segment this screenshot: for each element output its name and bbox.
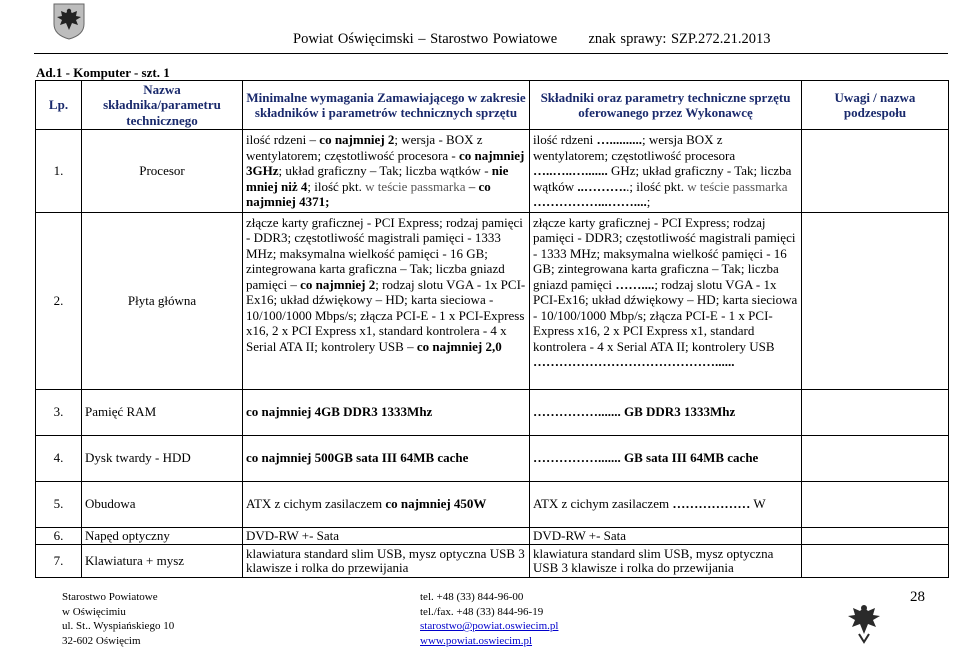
row-notes <box>802 130 949 213</box>
row-name: Napęd optyczny <box>82 527 243 544</box>
footer-email-link[interactable]: starostwo@powiat.oswiecim.pl <box>420 619 558 634</box>
eagle-coat-of-arms-icon <box>52 2 86 40</box>
row-notes <box>802 481 949 527</box>
row-offer: DVD-RW +- Sata <box>530 527 802 544</box>
row-name: Klawiatura + mysz <box>82 544 243 577</box>
table-row <box>36 544 949 577</box>
footer-contact <box>420 590 558 648</box>
table-row <box>36 527 949 544</box>
row-requirements: co najmniej 4GB DDR3 1333Mhz <box>243 389 530 435</box>
page-number: 28 <box>910 589 925 606</box>
row-requirements: ATX z cichym zasilaczem co najmniej 450W <box>243 481 530 527</box>
table-row <box>36 130 949 213</box>
header-notes: Uwagi / nazwa podzespołu <box>802 81 949 130</box>
eagle-coat-of-arms-icon <box>845 601 883 645</box>
row-notes <box>802 435 949 481</box>
table-row <box>36 435 949 481</box>
row-name: Obudowa <box>82 481 243 527</box>
row-offer: ……………....... GB DDR3 1333Mhz <box>530 389 802 435</box>
row-notes <box>802 212 949 389</box>
footer-line: Starostwo Powiatowe <box>62 590 174 605</box>
row-lp: 7. <box>36 544 82 577</box>
row-lp: 4. <box>36 435 82 481</box>
footer-line: 32-602 Oświęcim <box>62 634 174 648</box>
row-offer: klawiatura standard slim USB, mysz optyczna USB 3 klawisze i rolka do przewijania <box>530 544 802 577</box>
row-lp: 3. <box>36 389 82 435</box>
row-lp: 5. <box>36 481 82 527</box>
spec-table <box>35 80 949 578</box>
row-lp: 6. <box>36 527 82 544</box>
row-offer: ilość rdzeni …..........; wersja BOX z wentylatorem; częstotliwość procesora …..…..…....... GHz; układ graficzny - Tak; liczba wątków ..………..; ilość pkt. w teście passmarka ……………...……....; <box>530 130 802 213</box>
page-header <box>293 31 770 48</box>
table-row <box>36 389 949 435</box>
row-requirements: co najmniej 500GB sata III 64MB cache <box>243 435 530 481</box>
header-min-requirements: Minimalne wymagania Zamawiającego w zakresie składników i parametrów technicznych sprzętu <box>243 81 530 130</box>
footer-tel: tel. +48 (33) 844-96-00 <box>420 590 558 605</box>
row-offer: ……………....... GB sata III 64MB cache <box>530 435 802 481</box>
row-requirements: klawiatura standard slim USB, mysz optyczna USB 3 klawisze i rolka do przewijania <box>243 544 530 577</box>
row-requirements: ilość rdzeni – co najmniej 2; wersja - BOX z wentylatorem; częstotliwość procesora - co najmniej 3GHz; układ graficzny – Tak; liczba wątków - nie mniej niż 4; ilość pkt. w teście passmarka – co najmniej 4371; <box>243 130 530 213</box>
table-row <box>36 212 949 389</box>
header-right-text: znak sprawy: SZP.272.21.2013 <box>588 31 770 47</box>
footer-line: w Oświęcimiu <box>62 605 174 620</box>
row-name: Procesor <box>82 130 243 213</box>
row-name: Płyta główna <box>82 212 243 389</box>
header-left-text: Powiat Oświęcimski – Starostwo Powiatowe <box>293 31 557 47</box>
row-notes <box>802 527 949 544</box>
table-header-row <box>36 81 949 130</box>
footer-line: ul. St.. Wyspiańskiego 10 <box>62 619 174 634</box>
row-requirements: DVD-RW +- Sata <box>243 527 530 544</box>
row-offer: ATX z cichym zasilaczem ……………… W <box>530 481 802 527</box>
header-divider <box>34 53 948 54</box>
header-lp: Lp. <box>36 81 82 130</box>
row-notes <box>802 544 949 577</box>
header-name: Nazwa składnika/parametru technicznego <box>82 81 243 130</box>
section-title: Ad.1 - Komputer - szt. 1 <box>36 65 170 81</box>
row-lp: 2. <box>36 212 82 389</box>
header-offered: Składniki oraz parametry techniczne sprzętu oferowanego przez Wykonawcę <box>530 81 802 130</box>
footer-telfax: tel./fax. +48 (33) 844-96-19 <box>420 605 558 620</box>
footer-address <box>62 590 174 648</box>
row-name: Pamięć RAM <box>82 389 243 435</box>
footer-website-link[interactable]: www.powiat.oswiecim.pl <box>420 634 558 648</box>
row-lp: 1. <box>36 130 82 213</box>
row-notes <box>802 389 949 435</box>
row-offer: złącze karty graficznej - PCI Express; rodzaj pamięci - DDR3; częstotliwość magistrali pamięci - 1333 MHz; maksymalna wielkość pamięci - 16 GB; zintegrowana karta graficzna – Tak; liczba gniazd pamięci ……....; rodzaj slotu VGA - 1x PCI-Ex16; układ dźwiękowy – HD; karta sieciowa - 10/100/1000 Mbp/s; złącza PCI-E - 1 x PCI-Express x16, 2 x PCI Express x1, standard kontrolera - 4 x Serial ATA II; kontrolery USB ……………………………………...... <box>530 212 802 389</box>
table-row <box>36 481 949 527</box>
row-requirements: złącze karty graficznej - PCI Express; rodzaj pamięci - DDR3; częstotliwość magistrali pamięci - 1333 MHz; maksymalna wielkość pamięci - 16 GB; zintegrowana karta graficzna – Tak; liczba gniazd pamięci – co najmniej 2; rodzaj slotu VGA - 1x PCI-Ex16; układ dźwiękowy – HD; karta sieciowa - 10/100/1000 Mbps/s; złącza PCI-E - 1 x PCI-Express x16, 2 x PCI Express x1, standard kontrolera - 4 x Serial ATA II; kontrolery USB – co najmniej 2,0 <box>243 212 530 389</box>
row-name: Dysk twardy - HDD <box>82 435 243 481</box>
